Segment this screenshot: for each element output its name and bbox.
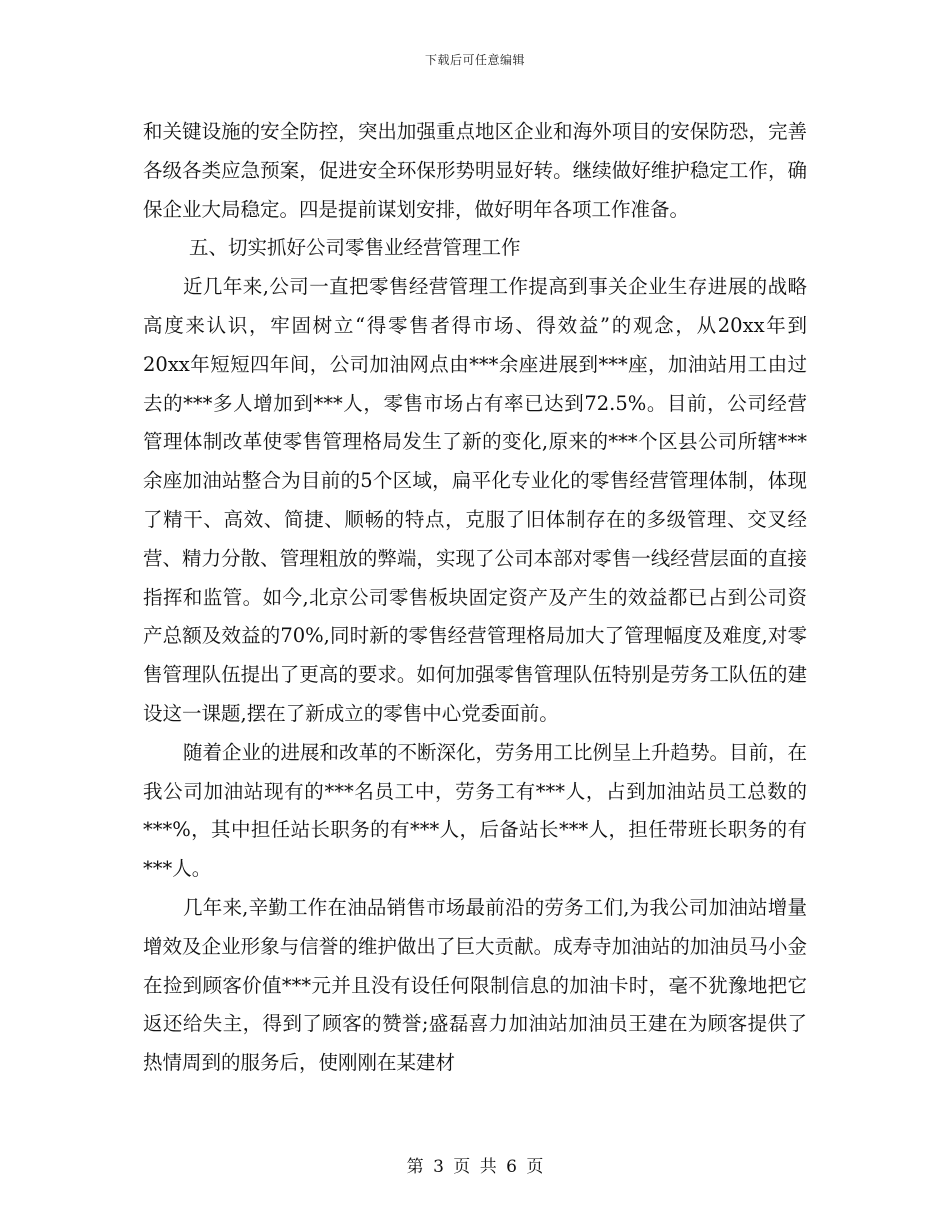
paragraph-contributions: 几年来,辛勤工作在油品销售市场最前沿的劳务工们,为我公司加油站增量增效及企业形象与信誉的维护做出了巨大贡献。成寿寺加油站的加油员马小金在捡到顾客价值***元并且没有设任何限制信息的加油卡时，毫不犹豫地把它返还给失主，得到了顾客的赞誉;盛磊喜力加油站加油员王建在为顾客提供了热情周到的服务后，使刚刚在某建材 bbox=[143, 895, 807, 1075]
paragraph-retail-overview: 近几年来,公司一直把零售经营管理工作提高到事关企业生存进展的战略高度来认识，牢固树立“得零售者得市场、得效益”的观念，从20xx年到 20xx年短短四年间，公司加油网点由***余座进展到***座，加油站用工由过去的***多人增加到***人，零售市场占有率已达到72.5%。目前，公司经营管理体制改革使零售管理格局发生了新的变化,原来的***个区县公司所辖***余座加油站整合为目前的5个区域，扁平化专业化的零售经营管理体制，体现了精干、高效、简捷、顺畅的特点，克服了旧体制存在的多级管理、交叉经营、精力分散、管理粗放的弊端，实现了公司本部对零售一线经营层面的直接指挥和监管。如今,北京公司零售板块固定资产及产生的效益都已占到公司资产总额及效益的70%,同时新的零售经营管理格局加大了管理幅度及难度,对零售管理队伍提出了更高的要求。如何加强零售管理队伍特别是劳务工队伍的建设这一课题,摆在了新成立的零售中心党委面前。 bbox=[143, 275, 807, 725]
document-body bbox=[143, 113, 807, 1083]
paragraph-continuation: 和关键设施的安全防控，突出加强重点地区企业和海外项目的安保防恐，完善各级各类应急预案，促进安全环保形势明显好转。继续做好维护稳定工作，确保企业大局稳定。四是提前谋划安排，做好明年各项工作准备。 bbox=[143, 120, 807, 221]
page-number-footer: 第 3 页 共 6 页 bbox=[406, 1157, 544, 1177]
paragraph-labor-ratio: 随着企业的进展和改革的不断深化，劳务用工比例呈上升趋势。目前，在我公司加油站现有的***名员工中，劳务工有***人，占到加油站员工总数的***%，其中担任站长职务的有***人，后备站长***人，担任带班长职务的有***人。 bbox=[143, 740, 808, 881]
page-header: 下载后可任意编辑 bbox=[424, 53, 525, 67]
section-heading: 五、切实抓好公司零售业经营管理工作 bbox=[189, 236, 521, 260]
